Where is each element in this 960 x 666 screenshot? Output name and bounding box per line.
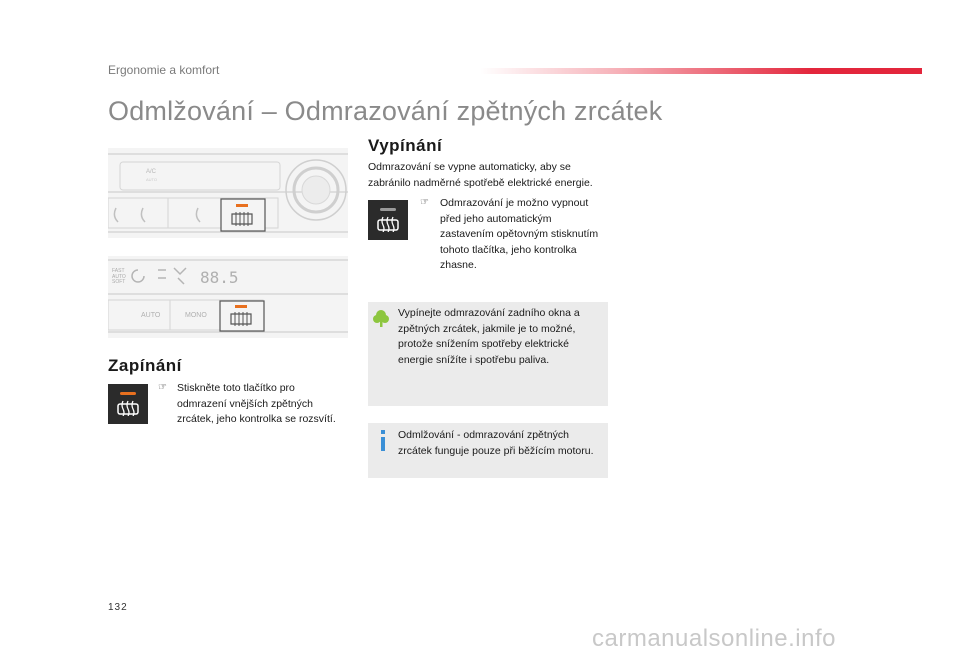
page-title: Odmlžování – Odmrazování zpětných zrcátek — [108, 96, 663, 126]
fast-auto-soft-label: FAST AUTO SOFT — [112, 268, 126, 285]
arrow-bullet-icon: ☞ — [158, 382, 167, 393]
watermark: carmanualsonline.info — [592, 625, 836, 652]
led-indicator-on — [120, 392, 136, 395]
info-icon — [378, 430, 388, 452]
vypinani-intro: Odmrazování se vypne automaticky, aby se zabránilo nadměrné spotřebě elektrické energie. — [368, 161, 593, 189]
led-indicator-off — [380, 208, 396, 211]
mirror-defrost-icon — [376, 214, 400, 232]
ac-sub-label: AUTO — [146, 177, 158, 182]
temperature-display: 88.5 — [200, 268, 239, 287]
auto-label: AUTO — [141, 312, 161, 319]
page-number: 132 — [108, 602, 128, 613]
info-note-box — [368, 423, 608, 478]
vypinani-instruction: Odmrazování je možno vypnout před jeho automatickým zastavením opětovným stisknutím tohoto tlačítka, jeho kontrolka zhasne. — [440, 197, 599, 271]
climate-panel-top-illustration — [108, 148, 348, 238]
mono-label: MONO — [185, 312, 207, 319]
climate-panel-bottom-illustration — [108, 256, 348, 338]
zapinani-instruction: Stiskněte toto tlačítko pro odmrazení vnějších zpětných zrcátek, jeho kontrolka se rozsvítí. — [177, 382, 336, 425]
mirror-defrost-button-off — [368, 200, 408, 240]
panel-top-drawing — [108, 148, 348, 238]
arrow-bullet-icon: ☞ — [420, 197, 429, 208]
eco-note-text: Vypínejte odmrazování zadního okna a zpětných zrcátek, jakmile je to možné, protože snížením spotřeby elektrické energie snížíte i spotřebu paliva. — [398, 307, 580, 366]
eco-leaf-icon — [372, 308, 390, 328]
header-accent-bar — [480, 68, 922, 74]
mirror-defrost-button-on — [108, 384, 148, 424]
section-title: Ergonomie a komfort — [108, 63, 220, 77]
ac-label: A/C — [146, 169, 157, 175]
heading-vypinani: Vypínání — [368, 136, 443, 155]
info-note-text: Odmlžování - odmrazování zpětných zrcátek funguje pouze při běžícím motoru. — [398, 429, 594, 457]
eco-note-box — [368, 302, 608, 406]
mirror-defrost-icon — [116, 398, 140, 416]
heading-zapinani: Zapínání — [108, 356, 182, 375]
